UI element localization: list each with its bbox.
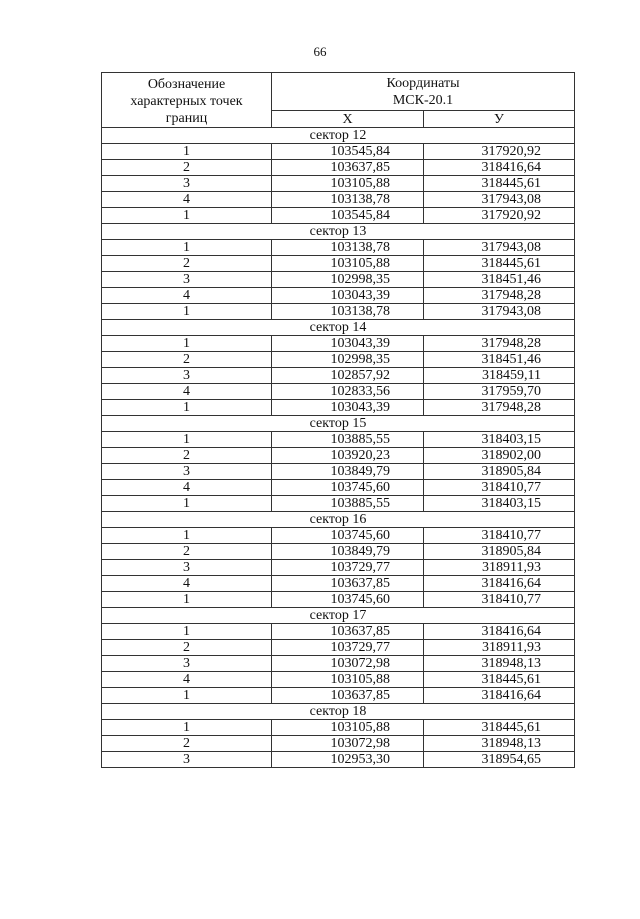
point-number: 4 [102, 288, 272, 304]
coord-y: 318410,77 [424, 528, 575, 544]
table-row [102, 208, 575, 224]
coord-x: 103105,88 [272, 720, 424, 736]
table-row [102, 720, 575, 736]
table-row [102, 752, 575, 768]
point-number: 2 [102, 544, 272, 560]
point-number: 1 [102, 304, 272, 320]
coord-x: 103072,98 [272, 656, 424, 672]
coord-y: 318403,15 [424, 496, 575, 512]
point-number: 1 [102, 208, 272, 224]
table-row [102, 368, 575, 384]
sector-title: сектор 17 [102, 608, 575, 624]
header-row [102, 73, 575, 111]
coord-x: 103920,23 [272, 448, 424, 464]
point-number: 1 [102, 432, 272, 448]
table-row [102, 560, 575, 576]
coord-y: 318905,84 [424, 464, 575, 480]
coord-y: 318416,64 [424, 160, 575, 176]
coord-y: 318416,64 [424, 576, 575, 592]
table-row [102, 624, 575, 640]
coord-y: 318459,11 [424, 368, 575, 384]
table-row [102, 464, 575, 480]
point-number: 3 [102, 560, 272, 576]
coord-y: 317948,28 [424, 400, 575, 416]
coord-y: 318410,77 [424, 480, 575, 496]
sector-title: сектор 12 [102, 128, 575, 144]
sector-title: сектор 16 [102, 512, 575, 528]
point-number: 1 [102, 720, 272, 736]
coord-x: 103637,85 [272, 576, 424, 592]
point-number: 4 [102, 192, 272, 208]
coord-x: 103745,60 [272, 528, 424, 544]
table-row [102, 272, 575, 288]
page-number: 66 [313, 44, 327, 59]
sector-row [102, 320, 575, 336]
table-row [102, 176, 575, 192]
table-row [102, 256, 575, 272]
coord-y: 318948,13 [424, 736, 575, 752]
coord-y: 317959,70 [424, 384, 575, 400]
coord-y: 318403,15 [424, 432, 575, 448]
point-number: 3 [102, 752, 272, 768]
table-row [102, 336, 575, 352]
coord-x: 103043,39 [272, 400, 424, 416]
point-number: 1 [102, 336, 272, 352]
coord-x: 103043,39 [272, 336, 424, 352]
coord-y: 318445,61 [424, 256, 575, 272]
header-label-line: Обозначение [147, 77, 226, 92]
sector-row [102, 416, 575, 432]
point-number: 2 [102, 448, 272, 464]
coordinates-table [101, 72, 575, 768]
table-row [102, 544, 575, 560]
coord-x: 103729,77 [272, 640, 424, 656]
coord-y: 318905,84 [424, 544, 575, 560]
coord-x: 103729,77 [272, 560, 424, 576]
coord-x: 103637,85 [272, 688, 424, 704]
table-row [102, 480, 575, 496]
table-row [102, 192, 575, 208]
table-row [102, 288, 575, 304]
table-row [102, 144, 575, 160]
coord-y: 318911,93 [424, 640, 575, 656]
coord-y: 318445,61 [424, 672, 575, 688]
table-row [102, 384, 575, 400]
coord-x: 102998,35 [272, 352, 424, 368]
table-row [102, 448, 575, 464]
sector-row [102, 512, 575, 528]
coord-x: 103105,88 [272, 176, 424, 192]
coord-x: 102953,30 [272, 752, 424, 768]
coord-y: 318445,61 [424, 720, 575, 736]
header-col-x: Х [272, 111, 424, 128]
coord-y: 318954,65 [424, 752, 575, 768]
sector-title: сектор 14 [102, 320, 575, 336]
table-row [102, 592, 575, 608]
point-number: 4 [102, 576, 272, 592]
sector-row [102, 224, 575, 240]
coord-x: 103885,55 [272, 432, 424, 448]
point-number: 4 [102, 672, 272, 688]
coord-y: 318451,46 [424, 352, 575, 368]
sector-row [102, 704, 575, 720]
coord-y: 318902,00 [424, 448, 575, 464]
coord-x: 103105,88 [272, 672, 424, 688]
coord-x: 103105,88 [272, 256, 424, 272]
coord-y: 318416,64 [424, 688, 575, 704]
table-row [102, 528, 575, 544]
coord-y: 317943,08 [424, 304, 575, 320]
coord-x: 103138,78 [272, 304, 424, 320]
point-number: 4 [102, 480, 272, 496]
header-points-label [102, 73, 272, 128]
coord-x: 103138,78 [272, 240, 424, 256]
coord-x: 102857,92 [272, 368, 424, 384]
header-label-line: границ [165, 111, 208, 126]
coord-x: 103138,78 [272, 192, 424, 208]
header-coords-line: Координаты [386, 76, 460, 91]
coord-y: 318416,64 [424, 624, 575, 640]
sector-title: сектор 13 [102, 224, 575, 240]
coord-y: 317943,08 [424, 240, 575, 256]
coord-x: 103545,84 [272, 208, 424, 224]
coord-y: 318451,46 [424, 272, 575, 288]
coord-x: 103849,79 [272, 544, 424, 560]
sector-row [102, 128, 575, 144]
point-number: 3 [102, 368, 272, 384]
coord-y: 317943,08 [424, 192, 575, 208]
sector-title: сектор 18 [102, 704, 575, 720]
table-row [102, 352, 575, 368]
point-number: 1 [102, 400, 272, 416]
point-number: 3 [102, 656, 272, 672]
coord-y: 318948,13 [424, 656, 575, 672]
point-number: 2 [102, 640, 272, 656]
header-label-line: характерных точек [130, 94, 243, 109]
point-number: 1 [102, 496, 272, 512]
coord-x: 103072,98 [272, 736, 424, 752]
coord-x: 102833,56 [272, 384, 424, 400]
header-col-y: У [424, 111, 575, 128]
table-row [102, 576, 575, 592]
point-number: 1 [102, 624, 272, 640]
coord-y: 317920,92 [424, 208, 575, 224]
table-row [102, 736, 575, 752]
table-row [102, 400, 575, 416]
sector-row [102, 608, 575, 624]
point-number: 2 [102, 160, 272, 176]
sector-title: сектор 15 [102, 416, 575, 432]
point-number: 3 [102, 464, 272, 480]
coord-x: 103637,85 [272, 624, 424, 640]
table-row [102, 688, 575, 704]
point-number: 1 [102, 688, 272, 704]
point-number: 3 [102, 176, 272, 192]
point-number: 1 [102, 528, 272, 544]
table-row [102, 432, 575, 448]
table-row [102, 496, 575, 512]
point-number: 1 [102, 144, 272, 160]
point-number: 2 [102, 256, 272, 272]
table-row [102, 240, 575, 256]
point-number: 2 [102, 352, 272, 368]
point-number: 1 [102, 592, 272, 608]
coord-y: 318410,77 [424, 592, 575, 608]
coord-y: 318911,93 [424, 560, 575, 576]
table-row [102, 656, 575, 672]
coord-x: 102998,35 [272, 272, 424, 288]
coord-y: 317948,28 [424, 336, 575, 352]
coord-y: 317920,92 [424, 144, 575, 160]
coord-x: 103745,60 [272, 592, 424, 608]
coord-x: 103545,84 [272, 144, 424, 160]
coord-x: 103043,39 [272, 288, 424, 304]
table-row [102, 304, 575, 320]
table-row [102, 640, 575, 656]
point-number: 1 [102, 240, 272, 256]
header-coordinates [272, 73, 575, 111]
point-number: 2 [102, 736, 272, 752]
table-row [102, 160, 575, 176]
table-row [102, 672, 575, 688]
coord-y: 317948,28 [424, 288, 575, 304]
coord-x: 103637,85 [272, 160, 424, 176]
point-number: 3 [102, 272, 272, 288]
header-coords-system: МСК-20.1 [392, 93, 454, 108]
coord-y: 318445,61 [424, 176, 575, 192]
coord-x: 103885,55 [272, 496, 424, 512]
coord-x: 103849,79 [272, 464, 424, 480]
point-number: 4 [102, 384, 272, 400]
coord-x: 103745,60 [272, 480, 424, 496]
